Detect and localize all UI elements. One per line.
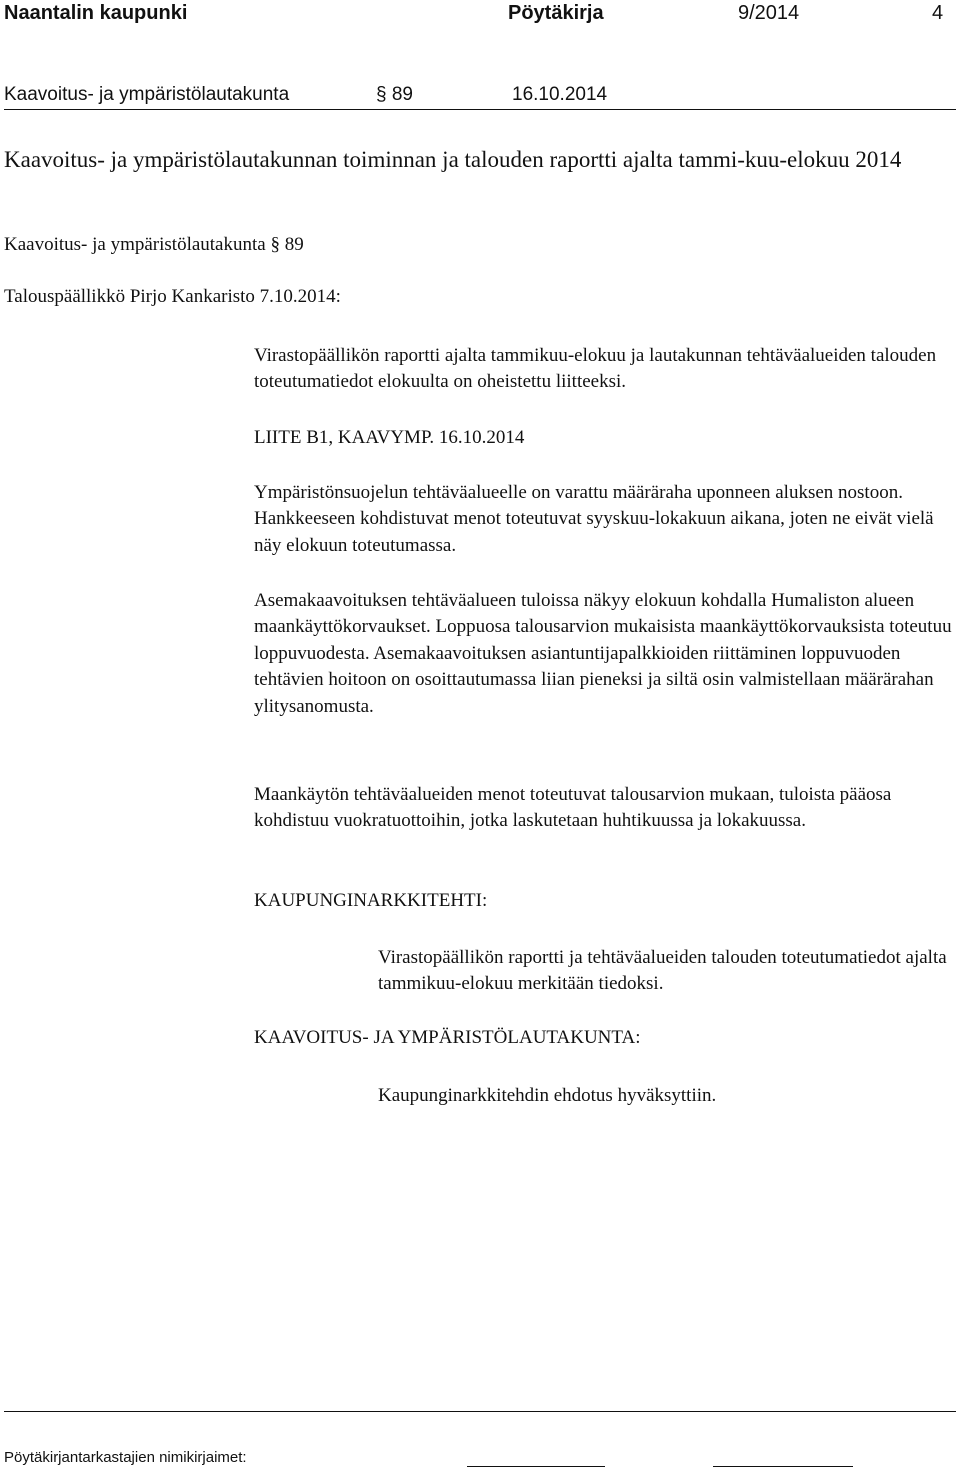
paragraph-environment: Ympäristönsuojelun tehtäväalueelle on varattu määräraha uponneen aluksen nostoon. Hankkeeseen kohdistuvat menot toteutuvat syyskuu-lokakuun aikana, joten ne eivät vielä näy elokuun toteutumassa. <box>254 482 934 556</box>
signature-line-1 <box>467 1466 605 1467</box>
page-number: 4 <box>932 2 944 24</box>
preparer-line: Talouspäällikkö Pirjo Kankaristo 7.10.2014: <box>4 286 341 307</box>
decision-text: Kaupunginarkkitehdin ehdotus hyväksyttiin. <box>378 1085 717 1106</box>
page-header <box>0 0 960 30</box>
paragraph-number: § 89 <box>376 84 413 105</box>
document-type: Pöytäkirja <box>508 2 604 24</box>
paragraph-zoning: Asemakaavoituksen tehtäväalueen tuloissa näkyy elokuun kohdalla Humaliston alueen maankäyttökorvaukset. Loppuosa talousarvion mukaisista maankäyttökorvauksista toteutuu loppuvuodesta. Asemakaavoituksen asiantuntijapalkkioiden riittäminen loppuvuoden tehtävien hoitoon on osoittautumassa liian pieneksi ja siltä osin valmistellaan määrärahan ylitysanomusta. <box>254 590 952 717</box>
signature-line-2 <box>713 1466 853 1467</box>
paragraph-report: Virastopäällikön raportti ajalta tammikuu-elokuu ja lautakunnan tehtäväalueiden talouden toteutumatiedot elokuulta on oheistettu liitteeksi. <box>254 345 937 393</box>
meta-divider <box>4 109 956 110</box>
signatures-label: Pöytäkirjantarkastajien nimikirjaimet: <box>4 1449 247 1466</box>
proposal-text: Virastopäällikön raportti ja tehtäväalueiden talouden toteutumatiedot ajalta tammikuu-elokuu merkitään tiedoksi. <box>378 947 947 995</box>
attachment-reference: LIITE B1, KAAVYMP. 16.10.2014 <box>254 427 525 448</box>
organization-name: Naantalin kaupunki <box>4 2 188 24</box>
issue-number: 9/2014 <box>738 2 800 24</box>
board-reference: Kaavoitus- ja ympäristölautakunta § 89 <box>4 234 304 255</box>
board-name: Kaavoitus- ja ympäristölautakunta <box>4 84 290 105</box>
decision-heading: KAAVOITUS- JA YMPÄRISTÖLAUTAKUNTA: <box>254 1027 641 1048</box>
proposal-heading: KAUPUNGINARKKITEHTI: <box>254 890 488 911</box>
paragraph-land-use: Maankäytön tehtäväalueiden menot toteutuvat talousarvion mukaan, tuloista pääosa kohdistuu vuokratuottoihin, jotka laskutetaan huhtikuussa ja lokakuussa. <box>254 784 892 832</box>
item-title: Kaavoitus- ja ympäristölautakunnan toiminnan ja talouden raportti ajalta tammi-kuu-elokuu 2014 <box>4 147 902 172</box>
footer-divider <box>4 1411 956 1412</box>
meeting-meta <box>4 84 956 110</box>
meeting-date: 16.10.2014 <box>512 84 608 105</box>
